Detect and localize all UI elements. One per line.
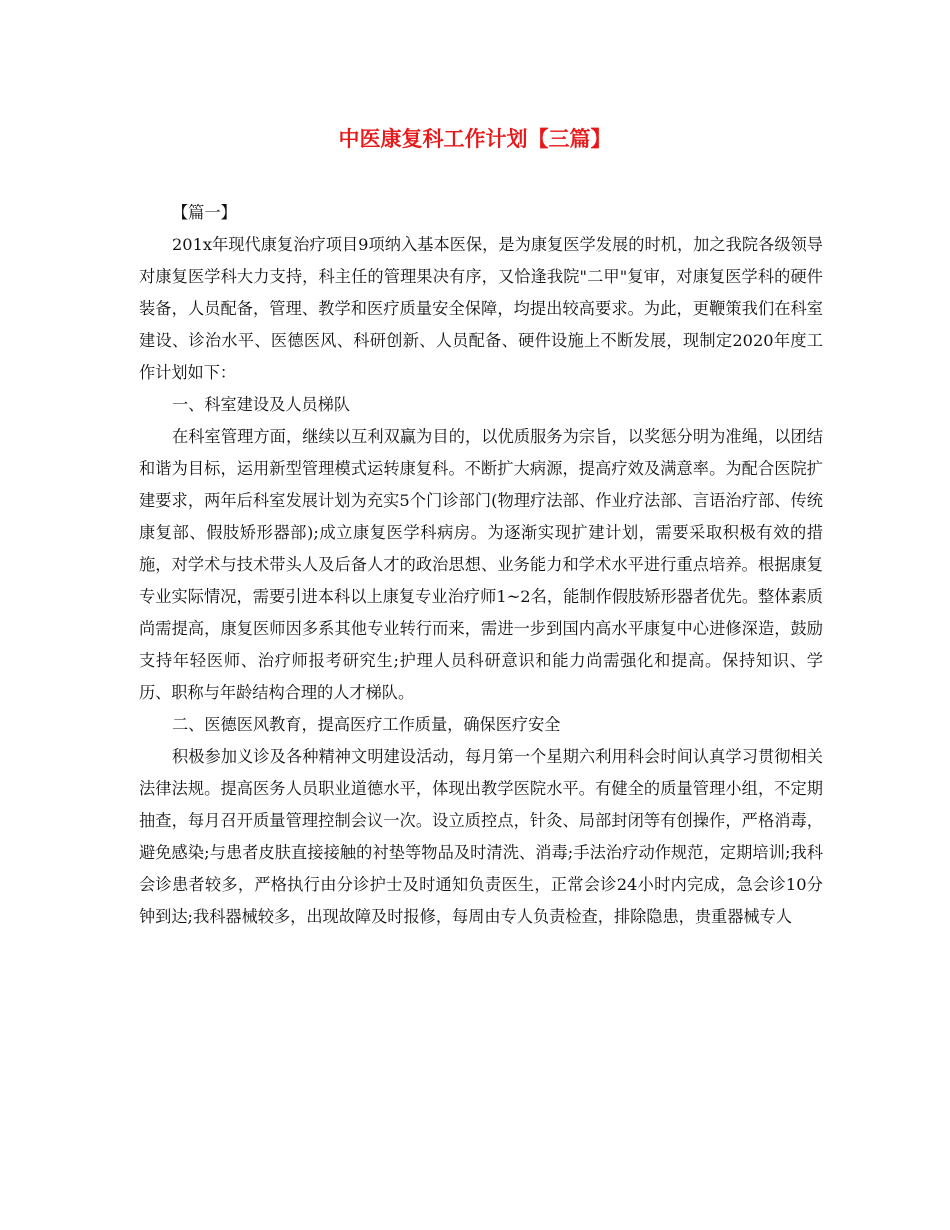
document-body	[139, 197, 823, 933]
heading: 一、科室建设及人员梯队	[172, 395, 351, 414]
heading: 二、医德医风教育，提高医疗工作质量，确保医疗安全	[172, 715, 561, 734]
paragraph: 201x年现代康复治疗项目9项纳入基本医保，是为康复医学发展的时机，加之我院各级领导对康复医学科大力支持，科主任的管理果决有序，又恰逢我院"二甲"复审，对康复医学科的硬件装备，人员配备，管理、教学和医疗质量安全保障，均提出较高要求。为此，更鞭策我们在科室建设、诊治水平、医德医风、科研创新、人员配备、硬件设施上不断发展，现制定2020年度工作计划如下：	[139, 235, 823, 382]
document-title: 中医康复科工作计划【三篇】	[338, 126, 612, 151]
section-label: 【篇一】	[172, 203, 237, 222]
paragraph: 在科室管理方面，继续以互利双赢为目的，以优质服务为宗旨，以奖惩分明为准绳，以团结和谐为目标，运用新型管理模式运转康复科。不断扩大病源，提高疗效及满意率。为配合医院扩建要求，两年后科室发展计划为充实5个门诊部门(物理疗法部、作业疗法部、言语治疗部、传统康复部、假肢矫形器部);成立康复医学科病房。为逐渐实现扩建计划，需要采取积极有效的措施，对学术与技术带头人及后备人才的政治思想、业务能力和学术水平进行重点培养。根据康复专业实际情况，需要引进本科以上康复专业治疗师1~2名，能制作假肢矫形器者优先。整体素质尚需提高，康复医师因多系其他专业转行而来，需进一步到国内高水平康复中心进修深造，鼓励支持年轻医师、治疗师报考研究生;护理人员科研意识和能力尚需强化和提高。保持知识、学历、职称与年龄结构合理的人才梯队。	[139, 427, 823, 702]
paragraph: 积极参加义诊及各种精神文明建设活动，每月第一个星期六利用科会时间认真学习贯彻相关法律法规。提高医务人员职业道德水平，体现出教学医院水平。有健全的质量管理小组，不定期抽查，每月召开质量管理控制会议一次。设立质控点，针灸、局部封闭等有创操作，严格消毒，避免感染;与患者皮肤直接接触的衬垫等物品及时清洗、消毒;手法治疗动作规范，定期培训;我科会诊患者较多，严格执行由分诊护士及时通知负责医生，正常会诊24小时内完成，急会诊10分钟到达;我科器械较多，出现故障及时报修，每周由专人负责检查，排除隐患，贵重器械专人	[139, 747, 823, 926]
